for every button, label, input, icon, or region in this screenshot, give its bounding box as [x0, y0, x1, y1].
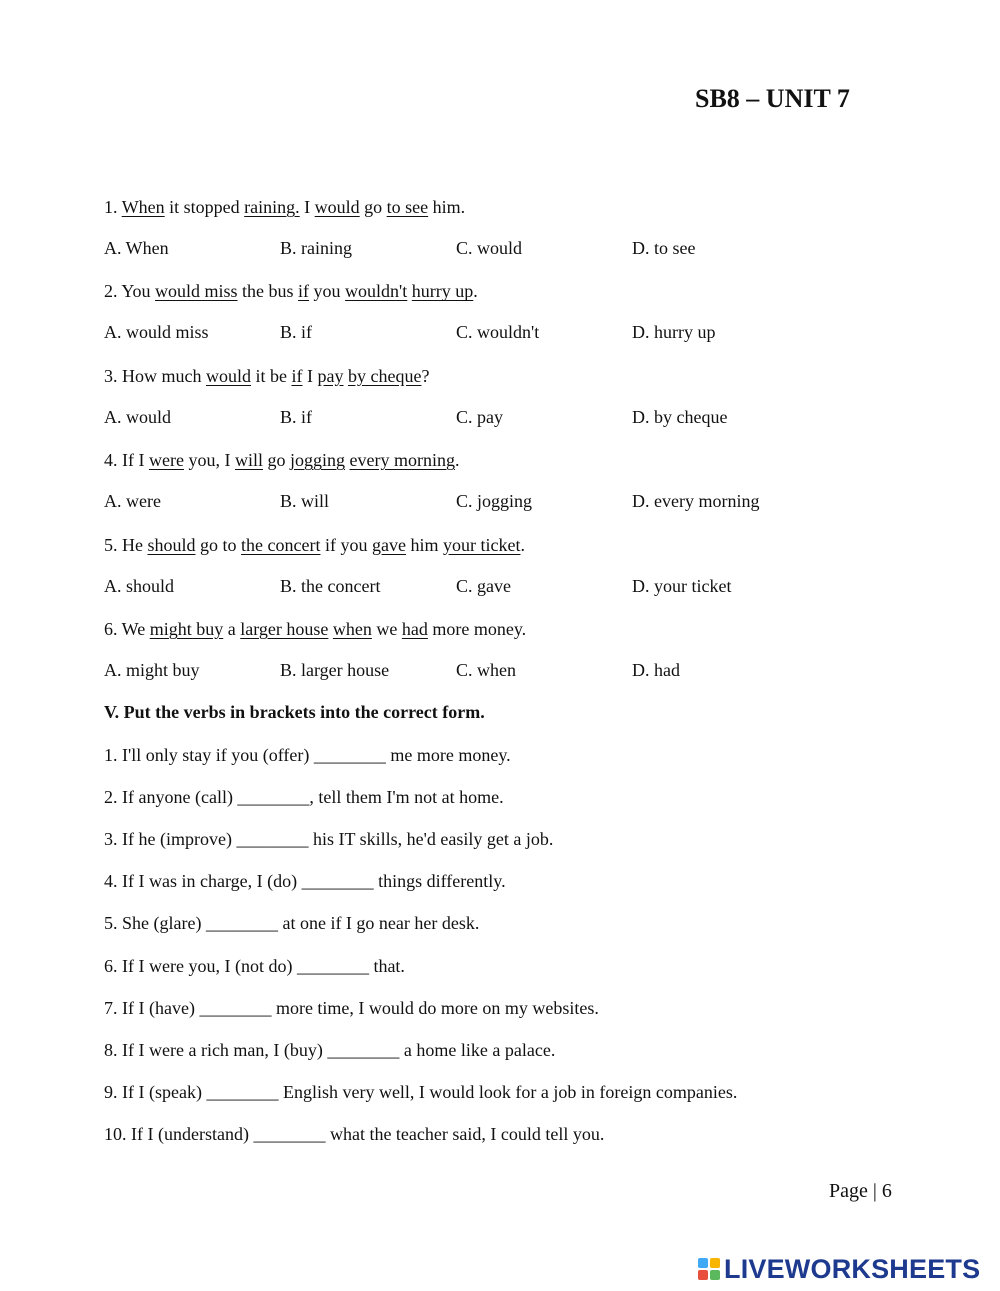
underlined-phrase: by cheque	[348, 365, 422, 386]
underlined-phrase: the concert	[241, 534, 321, 555]
sentence-text: the bus	[237, 281, 299, 302]
answer-option[interactable]: B. if	[280, 322, 313, 343]
answer-option[interactable]: B. will	[280, 491, 330, 512]
question-sentence	[104, 280, 478, 302]
liveworksheets-brand	[698, 1252, 980, 1286]
underlined-phrase: every morning	[349, 450, 455, 471]
underlined-phrase: wouldn't	[345, 281, 408, 302]
logo-square	[698, 1258, 708, 1268]
sentence-text: go to	[195, 534, 242, 555]
logo-square	[698, 1270, 708, 1280]
answer-option[interactable]: C. would	[456, 238, 523, 258]
sentence-text: .	[520, 534, 525, 555]
underlined-phrase: if	[291, 365, 303, 386]
underlined-phrase: if	[298, 281, 310, 302]
exercise-item[interactable]: 10. If I (understand) ________ what the teacher said, I could tell you.	[104, 1123, 605, 1144]
question-sentence	[104, 534, 525, 556]
exercise-item[interactable]: 7. If I (have) ________ more time, I would do more on my websites.	[104, 997, 599, 1018]
answer-option[interactable]: A. were	[104, 491, 161, 512]
underlined-phrase: When	[121, 197, 165, 217]
underlined-phrase: jogging	[289, 450, 345, 471]
answer-option[interactable]: D. had	[632, 660, 680, 680]
sentence-text: I	[299, 197, 315, 217]
sentence-text: 3. How much	[104, 365, 206, 386]
sentence-text: ?	[421, 365, 430, 386]
sentence-text: it be	[251, 365, 292, 386]
answer-option[interactable]: B. larger house	[280, 660, 390, 680]
exercise-item[interactable]: 1. I'll only stay if you (offer) ________ me more money.	[104, 745, 511, 765]
underlined-phrase: will	[234, 450, 263, 471]
answer-option[interactable]: A. would	[104, 406, 171, 427]
sentence-text: 6. We	[104, 619, 150, 639]
sentence-text: 5. He	[104, 534, 148, 555]
exercise-item[interactable]: 5. She (glare) ________ at one if I go near her desk.	[104, 913, 480, 934]
sentence-text: go	[262, 450, 290, 471]
underlined-phrase: were	[148, 450, 184, 471]
answer-option[interactable]: D. every morning	[632, 491, 760, 512]
underlined-phrase: when	[332, 619, 372, 639]
sentence-text: you	[309, 281, 346, 302]
question-sentence	[104, 196, 465, 218]
answer-option[interactable]: D. hurry up	[632, 322, 716, 343]
exercise-item[interactable]: 9. If I (speak) ________ English very well, I would look for a job in foreign companies.	[104, 1081, 738, 1102]
question-sentence	[104, 449, 459, 471]
sentence-text: 1.	[104, 197, 122, 217]
answer-option[interactable]: B. if	[280, 406, 313, 427]
sentence-text: we	[371, 619, 402, 639]
exercise-item[interactable]: 6. If I were you, I (not do) ________ that.	[104, 955, 405, 976]
underlined-phrase: to see	[386, 197, 429, 217]
exercise-item[interactable]: 8. If I were a rich man, I (buy) ________ a home like a palace.	[104, 1039, 556, 1060]
answer-option[interactable]: C. gave	[456, 575, 511, 596]
answer-option[interactable]: A. should	[104, 575, 175, 596]
logo-square	[710, 1258, 720, 1268]
underlined-phrase: your ticket	[442, 534, 521, 555]
sentence-text: more money.	[427, 619, 527, 639]
answer-option[interactable]: B. the concert	[280, 575, 381, 596]
exercise-item[interactable]: 3. If he (improve) ________ his IT skills, he'd easily get a job.	[104, 829, 554, 850]
underlined-phrase: might buy	[149, 619, 224, 639]
brand-name: LIVEWORKSHEETS	[724, 1253, 981, 1284]
answer-option[interactable]: A. would miss	[104, 322, 209, 343]
sentence-text: a	[223, 619, 241, 639]
question-sentence	[104, 365, 429, 387]
underlined-phrase: should	[147, 534, 196, 555]
page-number: Page | 6	[829, 1180, 892, 1202]
answer-option[interactable]: A. might buy	[104, 660, 200, 680]
sentence-text: it stopped	[164, 197, 245, 217]
answer-option[interactable]: D. to see	[632, 238, 696, 258]
underlined-phrase: would	[314, 197, 360, 217]
exercise-item[interactable]: 2. If anyone (call) ________, tell them I'm not at home.	[104, 787, 504, 808]
sentence-text: 4. If I	[104, 450, 149, 471]
answer-option[interactable]: D. your ticket	[632, 575, 732, 596]
sentence-text: him.	[428, 197, 466, 217]
question-sentence	[104, 618, 526, 640]
answer-option[interactable]: B. raining	[280, 238, 352, 258]
answer-option[interactable]: A. When	[104, 238, 169, 258]
underlined-phrase: raining.	[244, 197, 300, 217]
sentence-text: 2. You	[104, 281, 156, 302]
underlined-phrase: would	[206, 365, 251, 386]
underlined-phrase: hurry up	[411, 281, 474, 302]
sentence-text: .	[454, 450, 460, 471]
sentence-text: if you	[320, 534, 372, 555]
answer-option[interactable]: D. by cheque	[632, 406, 728, 427]
sentence-text: you, I	[183, 450, 235, 471]
sentence-text: go	[359, 197, 387, 217]
sentence-text: him	[405, 534, 443, 555]
exercise-item[interactable]: 4. If I was in charge, I (do) ________ things differently.	[104, 871, 506, 892]
sentence-text: .	[473, 281, 478, 302]
answer-option[interactable]: C. pay	[456, 406, 503, 427]
answer-option[interactable]: C. jogging	[456, 491, 533, 512]
underlined-phrase: had	[401, 619, 428, 639]
underlined-phrase: larger house	[240, 619, 329, 639]
page-title: SB8 – UNIT 7	[695, 84, 850, 113]
underlined-phrase: gave	[371, 534, 406, 555]
answer-option[interactable]: C. wouldn't	[456, 322, 540, 343]
liveworksheets-logo-icon	[698, 1258, 720, 1280]
answer-option[interactable]: C. when	[456, 660, 516, 680]
underlined-phrase: would miss	[155, 281, 238, 302]
underlined-phrase: pay	[317, 365, 344, 386]
logo-square	[710, 1270, 720, 1280]
section-heading: V. Put the verbs in brackets into the correct form.	[104, 702, 485, 722]
sentence-text: I	[302, 365, 318, 386]
